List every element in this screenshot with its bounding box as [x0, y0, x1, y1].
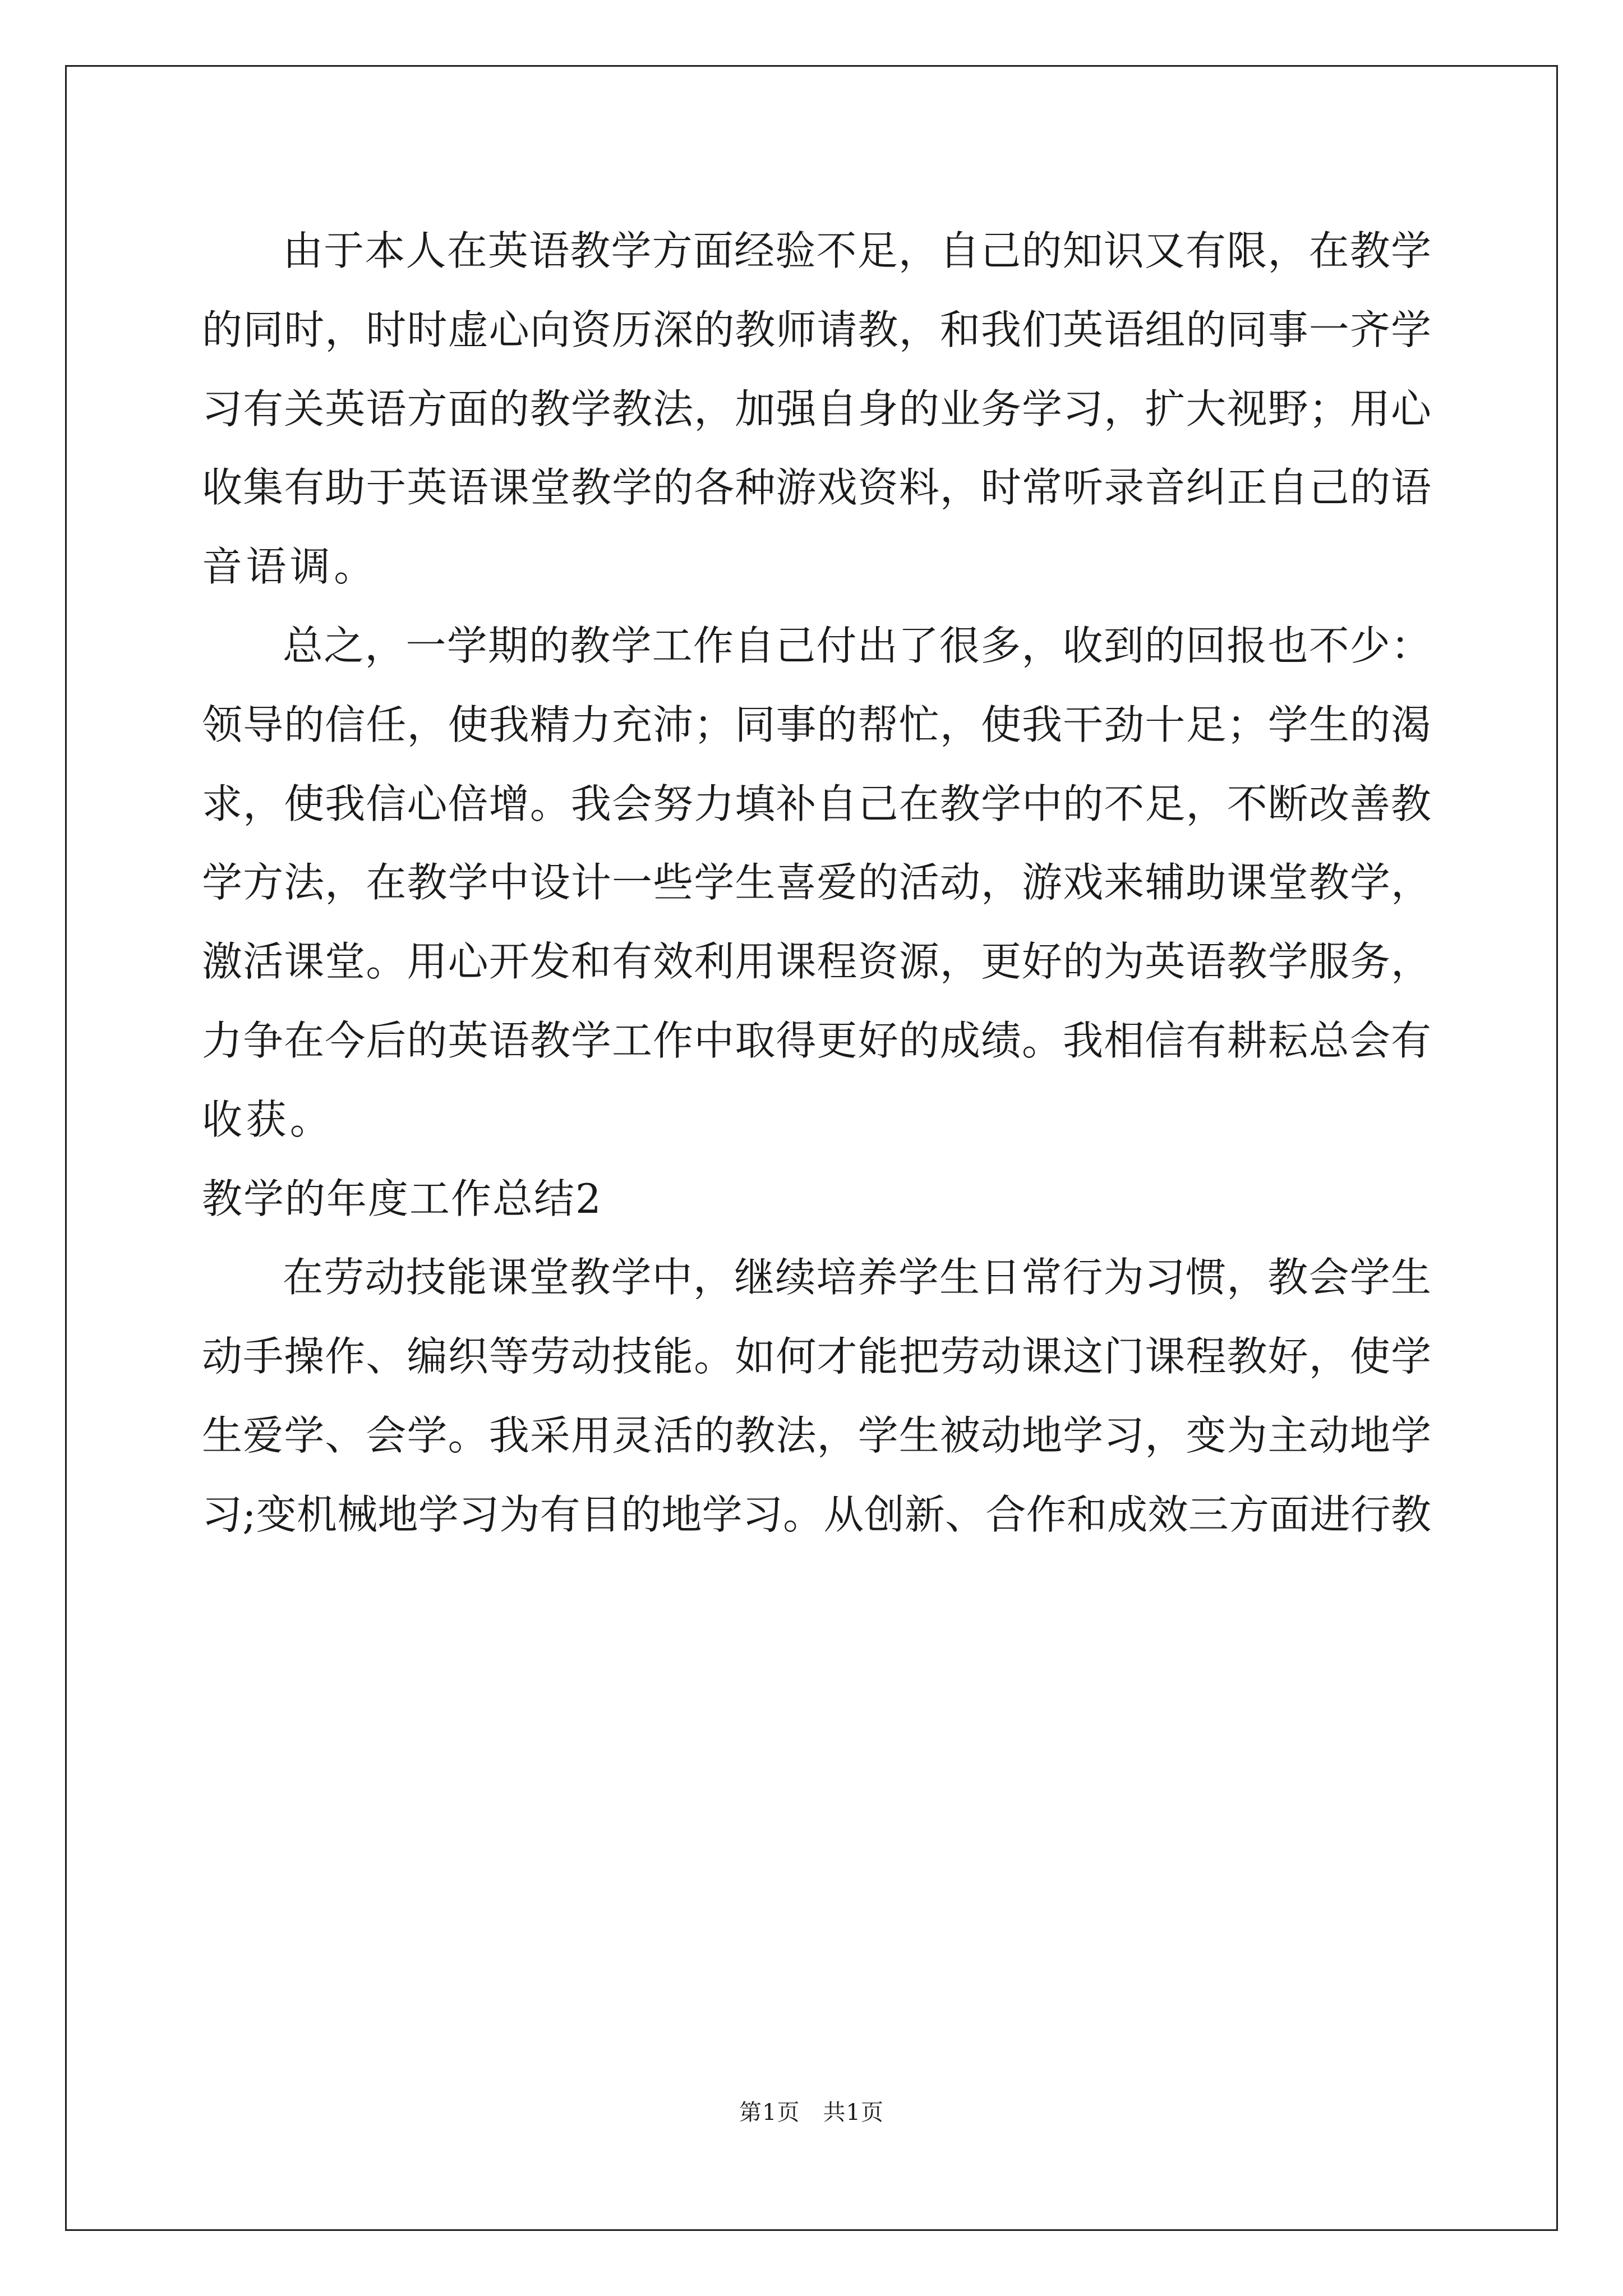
- text-line: 总之，一学期的教学工作自己付出了很多，收到的回报也不少：: [283, 622, 1431, 669]
- text-line: 动手操作、编织等劳动技能。如何才能把劳动课这门课程教好，使学: [202, 1333, 1431, 1381]
- text-line: 学方法，在教学中设计一些学生喜爱的活动，游戏来辅助课堂教学，: [202, 859, 1431, 907]
- text-line: 习有关英语方面的教学教法，加强自身的业务学习，扩大视野；用心: [202, 385, 1431, 432]
- text-line: 求，使我信心倍增。我会努力填补自己在教学中的不足，不断改善教: [202, 780, 1431, 827]
- section-heading: 教学的年度工作总结2: [202, 1175, 602, 1222]
- text-line: 收获。: [202, 1096, 334, 1143]
- text-line: 激活课堂。用心开发和有效利用课程资源，更好的为英语教学服务，: [202, 938, 1431, 986]
- text-line: 收集有助于英语课堂教学的各种游戏资料，时常听录音纠正自己的语: [202, 464, 1431, 512]
- text-line: 力争在今后的英语教学工作中取得更好的成绩。我相信有耕耘总会有: [202, 1016, 1431, 1064]
- text-line: 习;变机械地学习为有目的地学习。从创新、合作和成效三方面进行教: [202, 1490, 1431, 1538]
- text-line: 音语调。: [202, 543, 378, 591]
- text-line: 的同时，时时虚心向资历深的教师请教，和我们英语组的同事一齐学: [202, 306, 1431, 353]
- page-number-footer: 第1页 共1页: [739, 2100, 884, 2125]
- text-line: 在劳动技能课堂教学中，继续培养学生日常行为习惯，教会学生: [283, 1254, 1431, 1301]
- text-line: 由于本人在英语教学方面经验不足，自己的知识又有限，在教学: [283, 227, 1431, 274]
- text-line: 生爱学、会学。我采用灵活的教法，学生被动地学习，变为主动地学: [202, 1411, 1431, 1459]
- document-body: [202, 211, 1431, 1554]
- text-line: 领导的信任，使我精力充沛；同事的帮忙，使我干劲十足；学生的渴: [202, 701, 1431, 748]
